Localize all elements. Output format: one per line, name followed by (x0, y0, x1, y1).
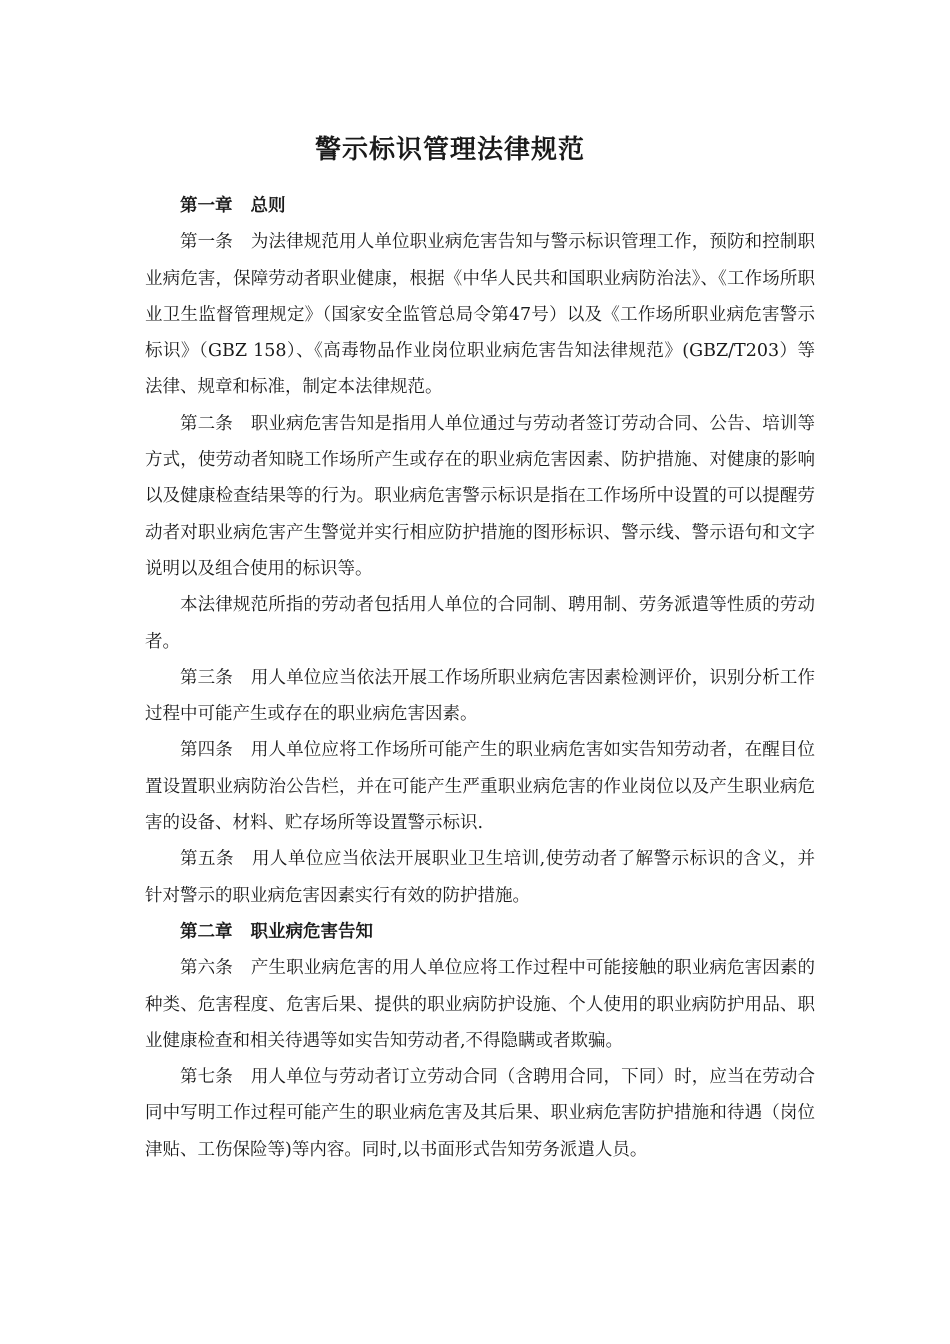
article-number: 第三条 (180, 667, 233, 688)
chapter-name: 职业病危害告知 (250, 921, 373, 942)
chapter-heading-2 (145, 914, 815, 950)
article-number: 第二条 (180, 413, 233, 434)
article-text: 职业病危害告知是指用人单位通过与劳动者签订劳动合同、公告、培训等方式，使劳动者知晓工作场所产生或存在的职业病危害因素、防护措施、对健康的影响以及健康检查结果等的行为。职业病危害警示标识是指在工作场所中设置的可以提醒劳动者对职业病危害产生警觉并实行相应防护措施的图形标识、警示线、警示语句和文字说明以及组合使用的标识等。 (145, 413, 816, 579)
article-number: 第五条 (180, 849, 234, 870)
article-number: 第四条 (180, 740, 233, 761)
article-number: 第七条 (180, 1067, 233, 1088)
article-number: 第一条 (180, 232, 233, 253)
article-2-paragraph: 本法律规范所指的劳动者包括用人单位的合同制、聘用制、劳务派遣等性质的劳动者。 (145, 595, 815, 652)
chapter-heading-1 (145, 188, 815, 224)
article-text: 为法律规范用人单位职业病危害告知与警示标识管理工作，预防和控制职业病危害，保障劳动者职业健康，根据《中华人民共和国职业病防治法》、《工作场所职业卫生监督管理规定》（国家安全监管总局令第47号）以及《工作场所职业病危害警示标识》（GBZ 158）、《高毒物品作业岗位职业病危害告知法律规范》(GBZ/T203）等法律、规章和标准，制定本法律规范。 (145, 232, 816, 398)
article-6 (145, 950, 815, 1059)
document-body (145, 188, 815, 1168)
article-7 (145, 1059, 815, 1168)
article-3 (145, 660, 815, 733)
chapter-number: 第一章 (180, 196, 233, 216)
chapter-number: 第二章 (180, 921, 233, 942)
document-title: 警示标识管理法律规范 (314, 135, 585, 165)
article-2 (145, 406, 815, 587)
article-1 (145, 224, 815, 405)
article-text: 用人单位应当依法开展职业卫生培训,使劳动者了解警示标识的含义，并针对警示的职业病危害因素实行有效的防护措施。 (145, 849, 816, 906)
article-text: 用人单位应将工作场所可能产生的职业病危害如实告知劳动者，在醒目位置设置职业病防治公告栏，并在可能产生严重职业病危害的作业岗位以及产生职业病危害的设备、材料、贮存场所等设置警示标识. (145, 740, 816, 834)
article-text: 产生职业病危害的用人单位应将工作过程中可能接触的职业病危害因素的种类、危害程度、危害后果、提供的职业病防护设施、个人使用的职业病防护用品、职业健康检查和相关待遇等如实告知劳动者,不得隐瞒或者欺骗。 (145, 958, 816, 1051)
article-text: 用人单位与劳动者订立劳动合同（含聘用合同，下同）时，应当在劳动合同中写明工作过程可能产生的职业病危害及其后果、职业病危害防护措施和待遇（岗位津贴、工伤保险等)等内容。同时,以书面形式告知劳务派遣人员。 (145, 1067, 816, 1160)
chapter-name: 总则 (250, 196, 286, 216)
article-5 (145, 841, 815, 914)
article-4 (145, 732, 815, 841)
article-text: 用人单位应当依法开展工作场所职业病危害因素检测评价，识别分析工作过程中可能产生或存在的职业病危害因素。 (145, 667, 816, 725)
article-number: 第六条 (180, 958, 233, 979)
